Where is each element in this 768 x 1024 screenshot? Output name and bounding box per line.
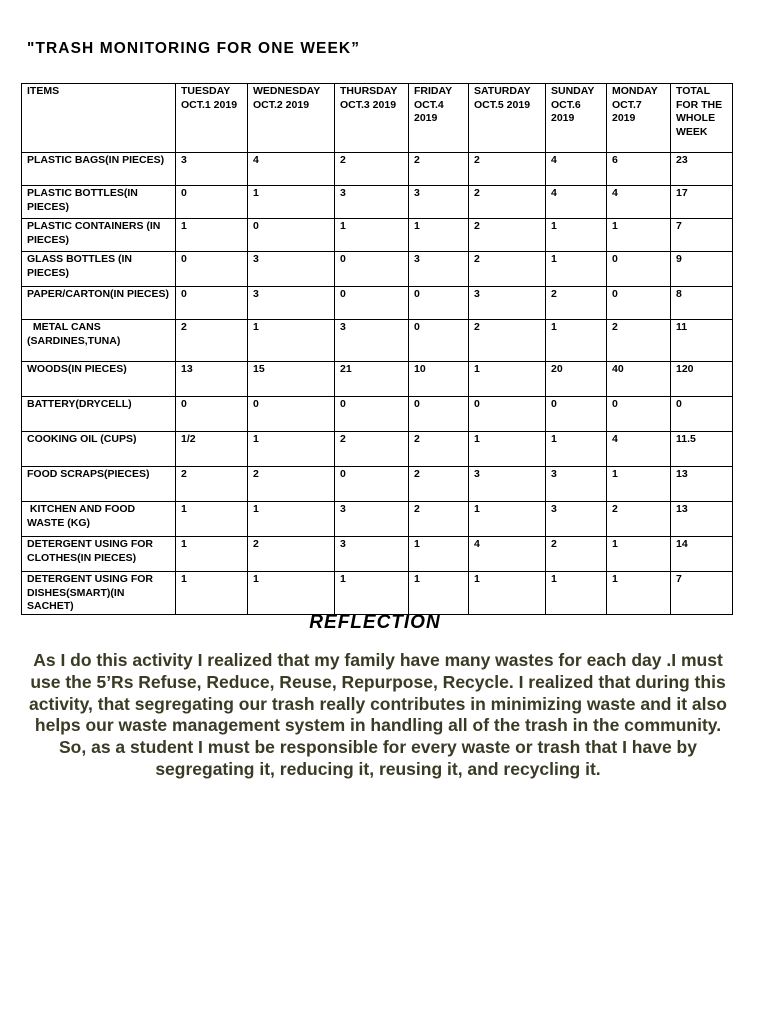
value-cell: 1 <box>409 219 469 252</box>
value-cell: 0 <box>607 397 671 432</box>
value-cell: 6 <box>607 153 671 186</box>
value-cell: 2 <box>546 287 607 320</box>
value-cell: 10 <box>409 362 469 397</box>
value-cell: 0 <box>469 397 546 432</box>
total-cell: 23 <box>671 153 733 186</box>
value-cell: 3 <box>335 320 409 362</box>
header-items: ITEMS <box>22 84 176 153</box>
value-cell: 1 <box>335 572 409 615</box>
value-cell: 0 <box>248 219 335 252</box>
value-cell: 2 <box>248 537 335 572</box>
value-cell: 0 <box>607 252 671 287</box>
value-cell: 1 <box>409 572 469 615</box>
value-cell: 4 <box>248 153 335 186</box>
value-cell: 0 <box>546 397 607 432</box>
value-cell: 3 <box>546 502 607 537</box>
item-cell: DETERGENT USING FOR DISHES(SMART)(IN SACHET) <box>22 572 176 615</box>
value-cell: 21 <box>335 362 409 397</box>
value-cell: 2 <box>469 252 546 287</box>
header-thursday: THURSDAY OCT.3 2019 <box>335 84 409 153</box>
value-cell: 3 <box>409 252 469 287</box>
value-cell: 3 <box>335 502 409 537</box>
value-cell: 2 <box>335 153 409 186</box>
value-cell: 15 <box>248 362 335 397</box>
value-cell: 1 <box>176 219 248 252</box>
value-cell: 2 <box>409 467 469 502</box>
value-cell: 3 <box>248 252 335 287</box>
table-row <box>22 537 733 572</box>
value-cell: 0 <box>409 320 469 362</box>
table-row <box>22 320 733 362</box>
header-saturday: SATURDAY OCT.5 2019 <box>469 84 546 153</box>
value-cell: 1 <box>409 537 469 572</box>
total-cell: 7 <box>671 219 733 252</box>
value-cell: 4 <box>546 186 607 219</box>
total-cell: 11.5 <box>671 432 733 467</box>
value-cell: 0 <box>176 186 248 219</box>
total-cell: 13 <box>671 467 733 502</box>
value-cell: 1 <box>469 502 546 537</box>
value-cell: 1 <box>469 572 546 615</box>
trash-monitoring-table <box>21 83 733 615</box>
reflection-paragraph: As I do this activity I realized that my family have many wastes for each day .I must use the 5’Rs Refuse, Reduce, Reuse, Repurpose, Recycle. I realized that during this activity, that segregating our trash really contributes in minimizing waste and it also helps our waste management system in handling all of the trash in the community. So, as a student I must be responsible for every waste or trash that I have by segregating it, reducing it, reusing it, and recycling it. <box>29 650 727 779</box>
value-cell: 1 <box>469 432 546 467</box>
value-cell: 0 <box>409 287 469 320</box>
header-total: TOTAL FOR THE WHOLE WEEK <box>671 84 733 153</box>
value-cell: 1 <box>607 537 671 572</box>
value-cell: 2 <box>248 467 335 502</box>
value-cell: 2 <box>469 153 546 186</box>
value-cell: 13 <box>176 362 248 397</box>
value-cell: 0 <box>176 287 248 320</box>
table-row <box>22 219 733 252</box>
table-row <box>22 252 733 287</box>
table-header-row <box>22 84 733 153</box>
value-cell: 1 <box>176 572 248 615</box>
value-cell: 3 <box>546 467 607 502</box>
value-cell: 2 <box>335 432 409 467</box>
table-row <box>22 186 733 219</box>
value-cell: 1 <box>176 502 248 537</box>
value-cell: 4 <box>607 186 671 219</box>
header-tuesday: TUESDAY OCT.1 2019 <box>176 84 248 153</box>
table-row <box>22 362 733 397</box>
value-cell: 2 <box>469 219 546 252</box>
item-cell: METAL CANS (SARDINES,TUNA) <box>22 320 176 362</box>
value-cell: 1 <box>607 467 671 502</box>
table-row <box>22 153 733 186</box>
value-cell: 2 <box>409 502 469 537</box>
value-cell: 4 <box>607 432 671 467</box>
value-cell: 2 <box>546 537 607 572</box>
value-cell: 1/2 <box>176 432 248 467</box>
total-cell: 17 <box>671 186 733 219</box>
value-cell: 2 <box>607 320 671 362</box>
item-cell: PLASTIC BOTTLES(IN PIECES) <box>22 186 176 219</box>
value-cell: 0 <box>335 467 409 502</box>
table-row <box>22 397 733 432</box>
value-cell: 4 <box>469 537 546 572</box>
value-cell: 1 <box>248 572 335 615</box>
value-cell: 20 <box>546 362 607 397</box>
value-cell: 2 <box>409 153 469 186</box>
item-cell: COOKING OIL (CUPS) <box>22 432 176 467</box>
total-cell: 8 <box>671 287 733 320</box>
value-cell: 0 <box>335 252 409 287</box>
value-cell: 3 <box>469 467 546 502</box>
value-cell: 1 <box>607 572 671 615</box>
value-cell: 0 <box>409 397 469 432</box>
table-row <box>22 467 733 502</box>
total-cell: 0 <box>671 397 733 432</box>
value-cell: 2 <box>469 186 546 219</box>
reflection-heading: REFLECTION <box>309 612 441 633</box>
item-cell: WOODS(IN PIECES) <box>22 362 176 397</box>
header-sunday: SUNDAY OCT.6 2019 <box>546 84 607 153</box>
value-cell: 2 <box>176 320 248 362</box>
value-cell: 40 <box>607 362 671 397</box>
value-cell: 3 <box>248 287 335 320</box>
value-cell: 1 <box>248 432 335 467</box>
header-friday: FRIDAY OCT.4 2019 <box>409 84 469 153</box>
value-cell: 2 <box>409 432 469 467</box>
item-cell: FOOD SCRAPS(PIECES) <box>22 467 176 502</box>
value-cell: 1 <box>248 320 335 362</box>
total-cell: 9 <box>671 252 733 287</box>
item-cell: KITCHEN AND FOOD WASTE (KG) <box>22 502 176 537</box>
value-cell: 3 <box>335 186 409 219</box>
value-cell: 1 <box>176 537 248 572</box>
total-cell: 11 <box>671 320 733 362</box>
value-cell: 0 <box>335 287 409 320</box>
item-cell: PAPER/CARTON(IN PIECES) <box>22 287 176 320</box>
header-wednesday: WEDNESDAY OCT.2 2019 <box>248 84 335 153</box>
value-cell: 1 <box>546 252 607 287</box>
item-cell: GLASS BOTTLES (IN PIECES) <box>22 252 176 287</box>
value-cell: 1 <box>546 320 607 362</box>
value-cell: 0 <box>176 397 248 432</box>
table-row <box>22 432 733 467</box>
table-row <box>22 502 733 537</box>
item-cell: BATTERY(DRYCELL) <box>22 397 176 432</box>
total-cell: 13 <box>671 502 733 537</box>
value-cell: 1 <box>335 219 409 252</box>
value-cell: 0 <box>607 287 671 320</box>
value-cell: 2 <box>176 467 248 502</box>
value-cell: 0 <box>248 397 335 432</box>
item-cell: DETERGENT USING FOR CLOTHES(IN PIECES) <box>22 537 176 572</box>
table-row <box>22 572 733 615</box>
item-cell: PLASTIC CONTAINERS (IN PIECES) <box>22 219 176 252</box>
document-title: "TRASH MONITORING FOR ONE WEEK” <box>27 40 361 57</box>
value-cell: 2 <box>469 320 546 362</box>
value-cell: 3 <box>409 186 469 219</box>
value-cell: 3 <box>469 287 546 320</box>
value-cell: 1 <box>546 432 607 467</box>
table-row <box>22 287 733 320</box>
value-cell: 1 <box>607 219 671 252</box>
value-cell: 0 <box>335 397 409 432</box>
value-cell: 1 <box>546 572 607 615</box>
value-cell: 1 <box>469 362 546 397</box>
total-cell: 14 <box>671 537 733 572</box>
total-cell: 7 <box>671 572 733 615</box>
value-cell: 3 <box>335 537 409 572</box>
value-cell: 1 <box>546 219 607 252</box>
total-cell: 120 <box>671 362 733 397</box>
item-cell: PLASTIC BAGS(IN PIECES) <box>22 153 176 186</box>
value-cell: 1 <box>248 502 335 537</box>
value-cell: 1 <box>248 186 335 219</box>
header-monday: MONDAY OCT.7 2019 <box>607 84 671 153</box>
value-cell: 4 <box>546 153 607 186</box>
value-cell: 3 <box>176 153 248 186</box>
value-cell: 2 <box>607 502 671 537</box>
value-cell: 0 <box>176 252 248 287</box>
